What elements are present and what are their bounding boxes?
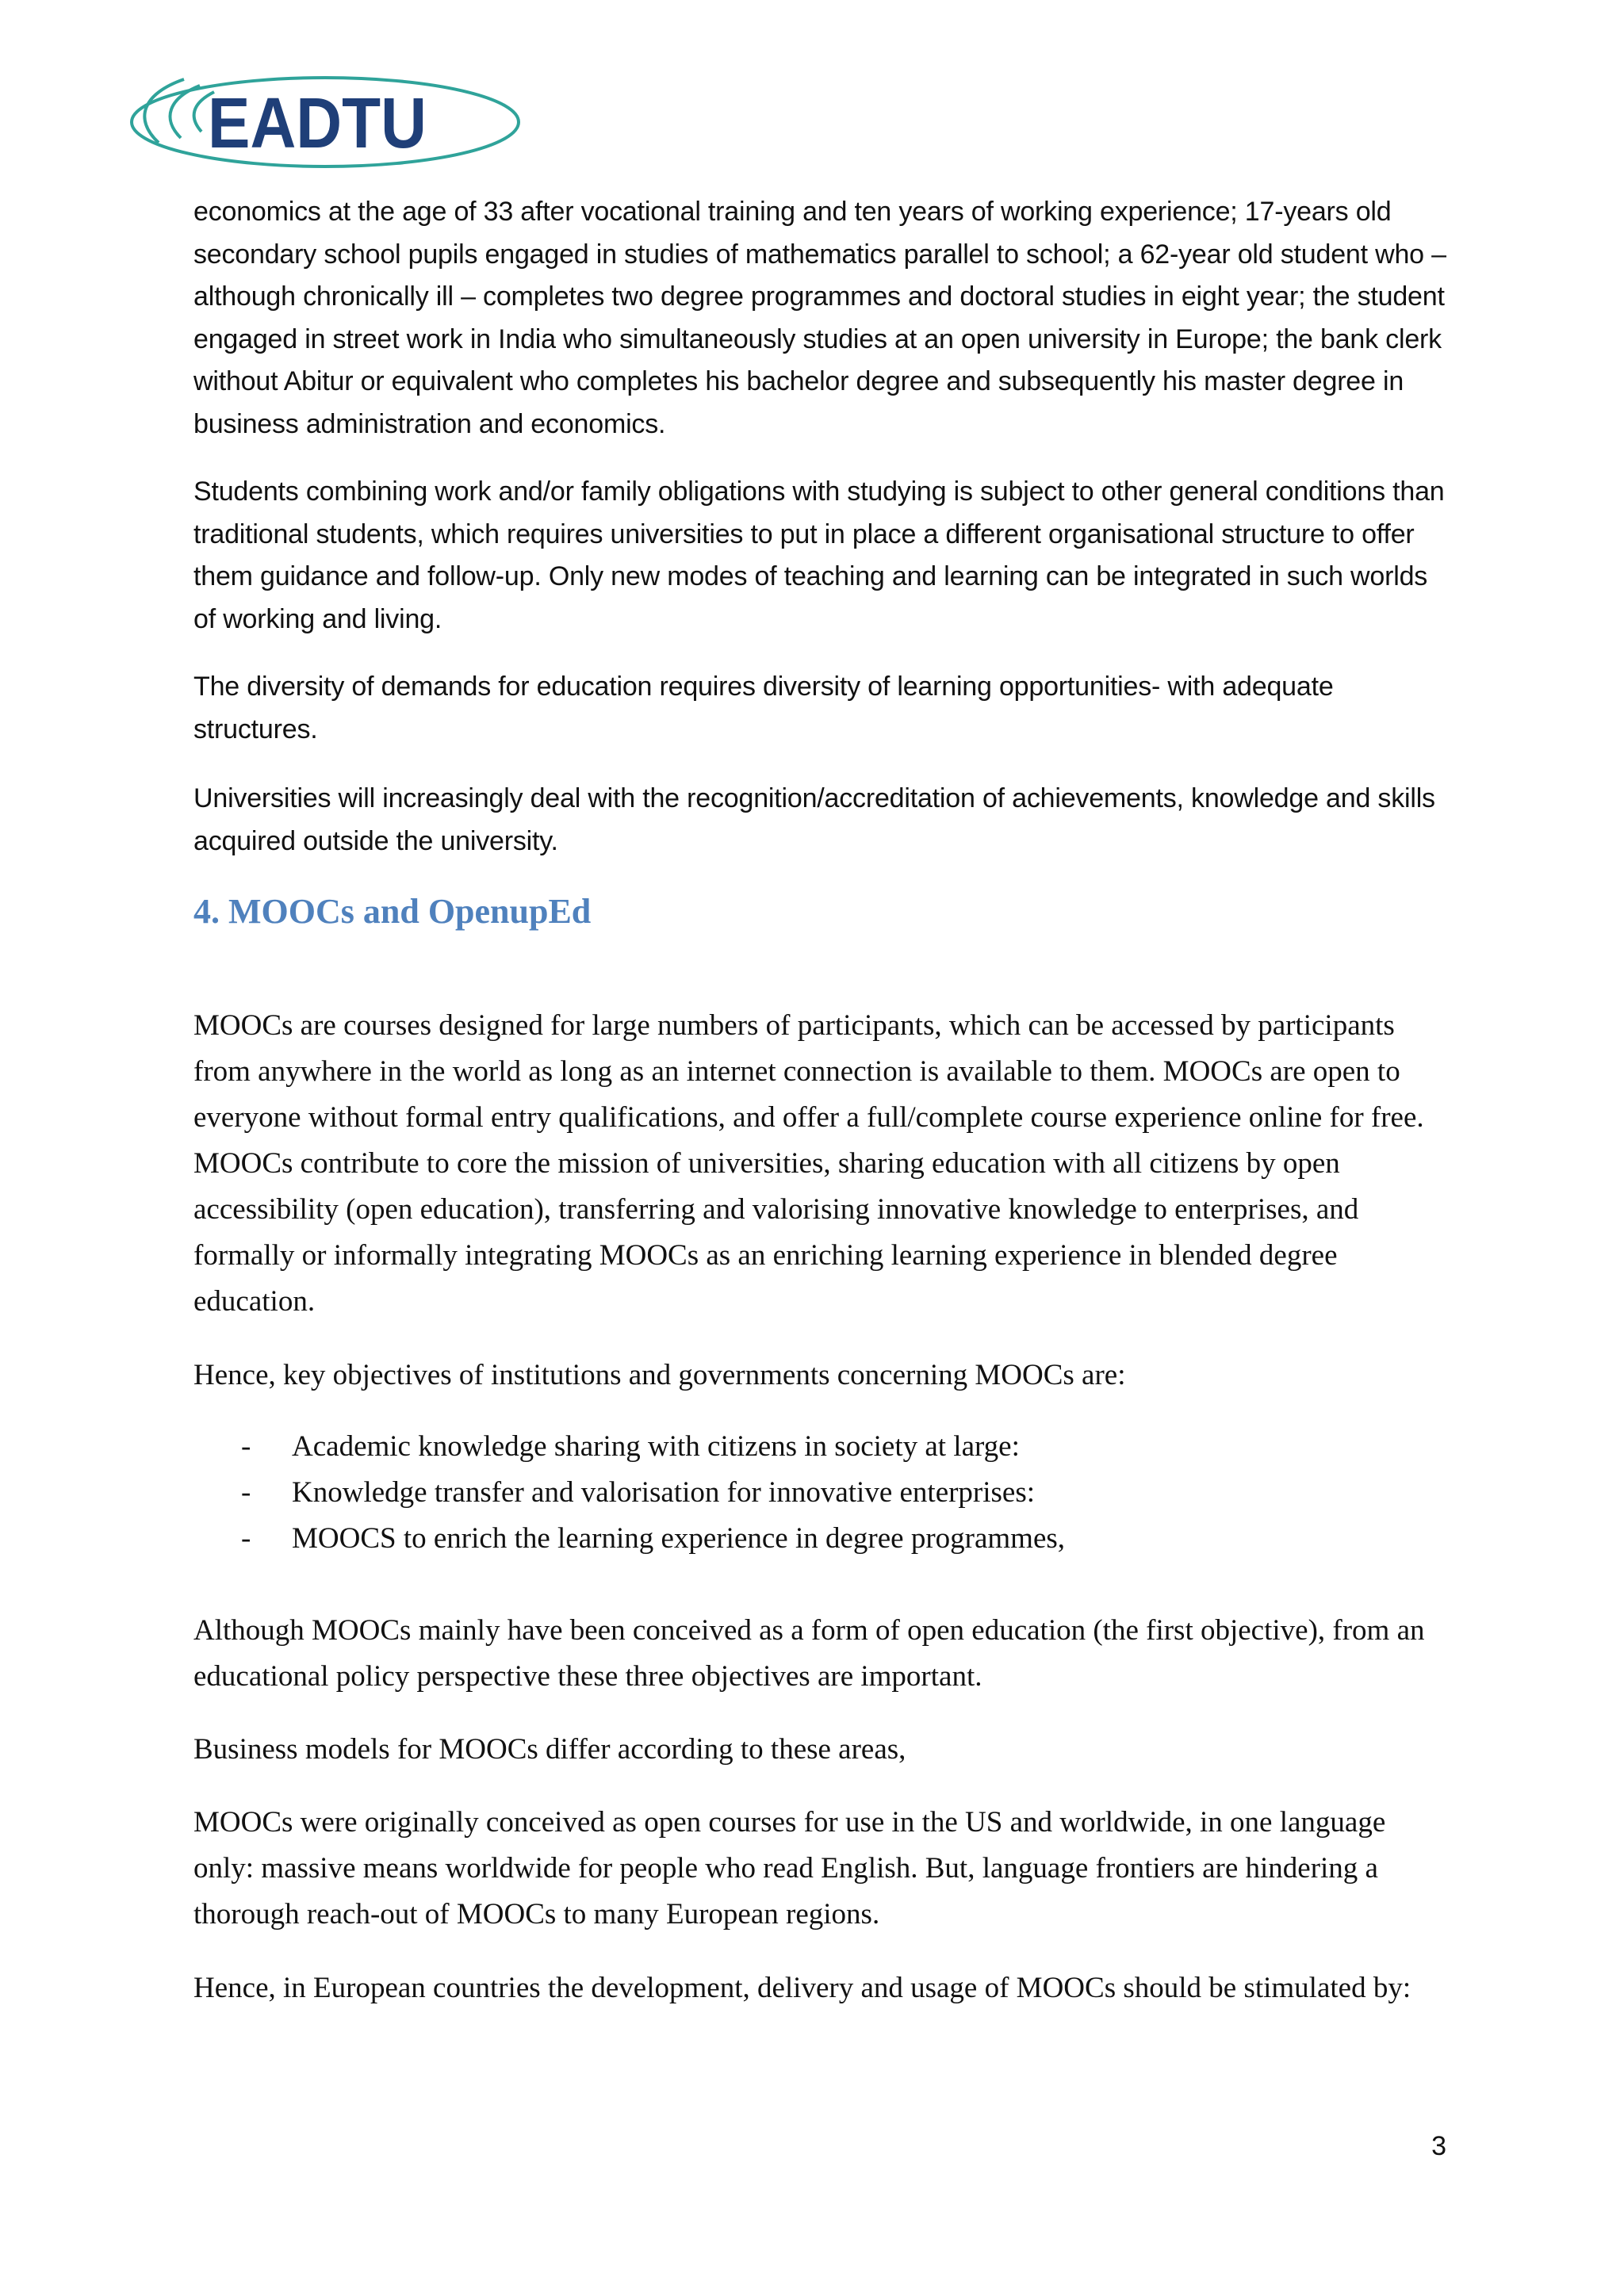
bullet-dash: - [241, 1430, 251, 1463]
paragraph-language-frontiers: MOOCs were originally conceived as open courses for use in the US and worldwide, in one language only: massive means worldwide for people who read English. But, language frontiers are hindering a thorough reach-out of MOOCs to many European regions. [193, 1806, 1386, 1931]
list-item [241, 1470, 1065, 1516]
paragraph-diversity: The diversity of demands for education requires diversity of learning opportunities- with adequate structures. [193, 672, 1334, 744]
paragraph-moocs-definition: MOOCs are courses designed for large numbers of participants, which can be accessed by participants from anywhere in the world as long as an internet connection is available to them. MOOCs are open to everyone without formal entry qualifications, and offer a full/complete course experience online for free. MOOCs contribute to core the mission of universities, sharing education with all citizens by open accessibility (open education), transferring and valorising innovative knowledge to enterprises, and formally or informally integrating MOOCs as an enriching learning experience in blended degree education. [193, 1009, 1424, 1318]
list-item [241, 1516, 1065, 1562]
objectives-list [241, 1424, 1065, 1562]
paragraph-stimulated-by: Hence, in European countries the development, delivery and usage of MOOCs should be stimulated by: [193, 1972, 1411, 2004]
paragraph-student-examples: economics at the age of 33 after vocational training and ten years of working experience; 17-years old secondary school pupils engaged in studies of mathematics parallel to school; a 62-year old student who – although chronically ill – completes two degree programmes and doctoral studies in eight year; the student engaged in street work in India who simultaneously studies at an open university in Europe; the bank clerk without Abitur or equivalent who completes his bachelor degree and subsequently his master degree in business administration and economics. [193, 197, 1446, 439]
list-item-text: Knowledge transfer and valorisation for innovative enterprises: [292, 1476, 1036, 1509]
list-item [241, 1424, 1065, 1470]
paragraph-key-objectives: Hence, key objectives of institutions and governments concerning MOOCs are: [193, 1359, 1126, 1391]
list-item-text: Academic knowledge sharing with citizens in society at large: [292, 1430, 1020, 1463]
paragraph-business-models: Business models for MOOCs differ according to these areas, [193, 1733, 906, 1766]
list-item-text: MOOCS to enrich the learning experience in degree programmes, [292, 1522, 1066, 1555]
page-number: 3 [1431, 2131, 1446, 2161]
eadtu-logo [127, 70, 523, 173]
bullet-dash: - [241, 1476, 251, 1509]
logo-text: EADTU [208, 84, 427, 163]
paragraph-open-education: Although MOOCs mainly have been conceived as a form of open education (the first objective), from an educational policy perspective these three objectives are important. [193, 1614, 1425, 1693]
bullet-dash: - [241, 1522, 251, 1555]
paragraph-recognition: Universities will increasingly deal with the recognition/accreditation of achievements, knowledge and skills acquired outside the university. [193, 783, 1435, 856]
section-heading-moocs: 4. MOOCs and OpenupEd [193, 892, 592, 931]
paragraph-work-family: Students combining work and/or family obligations with studying is subject to other general conditions than traditional students, which requires universities to put in place a different organisational structure to offer them guidance and follow-up. Only new modes of teaching and learning can be integrated in such worlds of working and living. [193, 476, 1445, 634]
